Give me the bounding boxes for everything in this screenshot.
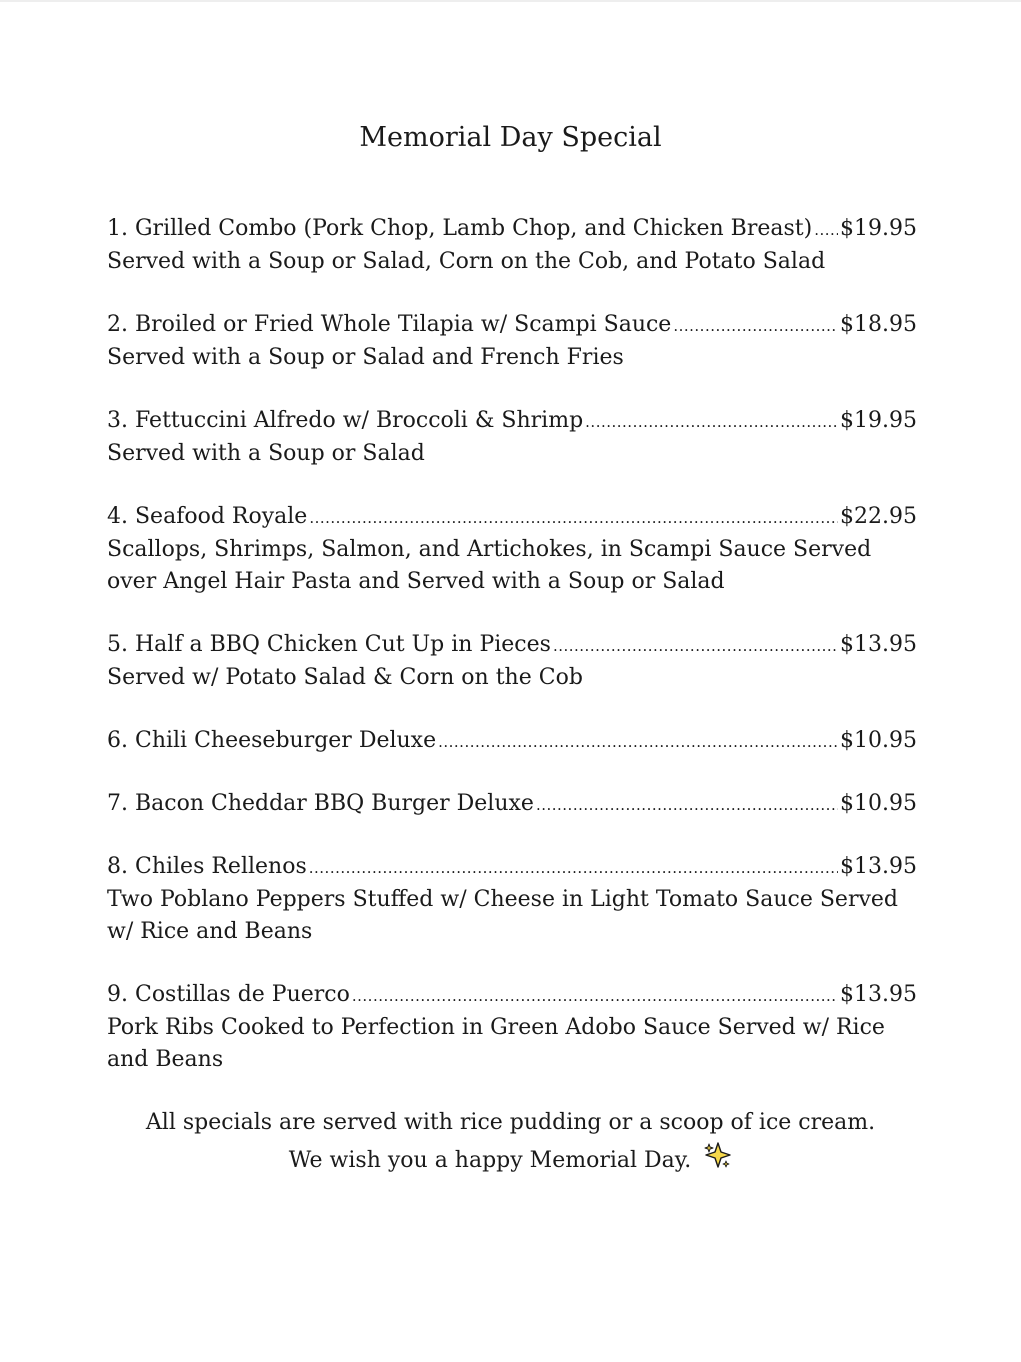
menu-item-price: $13.95 [840,982,917,1007]
menu-item-name: 5. Half a BBQ Chicken Cut Up in Pieces [107,632,551,657]
dot-leader [352,980,838,1012]
menu-item-line [107,788,917,821]
menu-item-name: 8. Chiles Rellenos [107,854,307,879]
dot-leader [536,789,838,821]
menu-item-price: $19.95 [840,408,917,433]
page-title: Memorial Day Special [359,122,662,153]
menu-list [107,213,917,1107]
menu-item-line [107,629,917,662]
menu-item-name: 2. Broiled or Fried Whole Tilapia w/ Scampi Sauce [107,312,672,337]
menu-item-price: $19.95 [840,216,917,241]
footer-line-2: We wish you a happy Memorial Day. [288,1148,692,1173]
menu-item-name: 7. Bacon Cheddar BBQ Burger Deluxe [107,791,534,816]
dot-leader [585,406,838,438]
dot-leader [814,214,838,246]
menu-item-price: $13.95 [840,632,917,657]
menu-item-name: 1. Grilled Combo (Pork Chop, Lamb Chop, and Chicken Breast) [107,216,813,241]
sparkle-icon [704,1141,732,1181]
menu-item-line [107,979,917,1012]
menu-item-description: Served w/ Potato Salad & Corn on the Cob [107,665,583,690]
menu-item-line [107,405,917,438]
menu-item-price: $22.95 [840,504,917,529]
menu-item-price: $13.95 [840,854,917,879]
menu-item-description: Served with a Soup or Salad, Corn on the Cob, and Potato Salad [107,249,826,274]
menu-item-price: $10.95 [840,728,917,753]
page-top-border [0,0,1021,2]
menu-item [107,788,917,821]
menu-item-description: Served with a Soup or Salad and French Fries [107,345,624,370]
menu-item-price: $18.95 [840,312,917,337]
menu-item-line [107,851,917,884]
menu-item [107,851,917,948]
menu-item-name: 9. Costillas de Puerco [107,982,350,1007]
menu-item-description: Pork Ribs Cooked to Perfection in Green Adobo Sauce Served w/ Rice and Beans [107,1015,885,1072]
menu-item [107,629,917,694]
dot-leader [438,726,838,758]
menu-item [107,501,917,598]
menu-item [107,405,917,470]
menu-item-description: Scallops, Shrimps, Salmon, and Artichokes, in Scampi Sauce Served over Angel Hair Pasta and Served with a Soup or Salad [107,537,872,594]
menu-item-name: 4. Seafood Royale [107,504,308,529]
menu-item-line [107,213,917,246]
menu-item [107,213,917,278]
menu-item-description: Served with a Soup or Salad [107,441,425,466]
footer-line-2-wrap [0,1141,1021,1181]
footer-note [0,1105,1021,1181]
dot-leader [309,852,838,884]
menu-item [107,725,917,758]
menu-item-line [107,501,917,534]
dot-leader [673,310,838,342]
footer-line-1: All specials are served with rice pudding or a scoop of ice cream. [145,1110,876,1135]
dot-leader [553,630,838,662]
menu-item-price: $10.95 [840,791,917,816]
menu-item-description: Two Poblano Peppers Stuffed w/ Cheese in Light Tomato Sauce Served w/ Rice and Beans [107,887,898,944]
menu-item [107,979,917,1076]
menu-item [107,309,917,374]
dot-leader [309,502,838,534]
menu-item-line [107,725,917,758]
menu-item-name: 6. Chili Cheeseburger Deluxe [107,728,437,753]
menu-item-name: 3. Fettuccini Alfredo w/ Broccoli & Shrimp [107,408,584,433]
menu-item-line [107,309,917,342]
